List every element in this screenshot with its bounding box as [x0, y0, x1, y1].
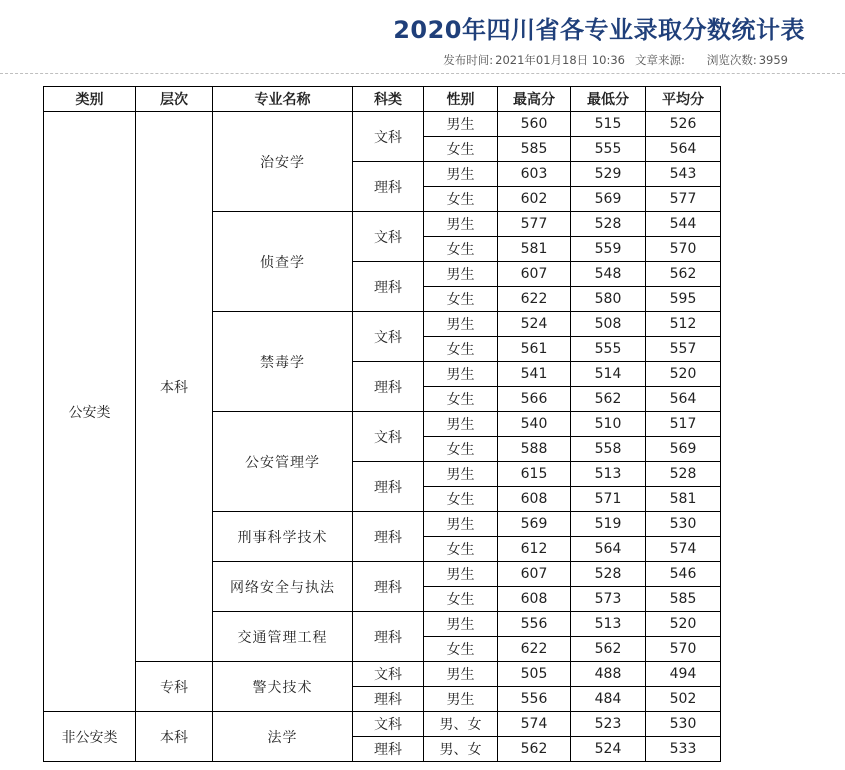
- subject-cell: 理科: [353, 612, 424, 662]
- subject-cell: 理科: [353, 362, 424, 412]
- max-score-cell: 612: [498, 537, 571, 562]
- avg-score-cell: 544: [646, 212, 721, 237]
- avg-score-cell: 581: [646, 487, 721, 512]
- subject-cell: 理科: [353, 462, 424, 512]
- level-cell: 本科: [136, 112, 213, 662]
- min-score-cell: 488: [571, 662, 646, 687]
- table-header-row: [44, 87, 721, 112]
- gender-cell: 男生: [424, 612, 498, 637]
- column-header: 平均分: [646, 87, 721, 112]
- gender-cell: 男生: [424, 212, 498, 237]
- gender-cell: 男生: [424, 362, 498, 387]
- gender-cell: 男生: [424, 162, 498, 187]
- table-body: [44, 112, 721, 762]
- gender-cell: 女生: [424, 537, 498, 562]
- max-score-cell: 608: [498, 487, 571, 512]
- gender-cell: 男生: [424, 412, 498, 437]
- max-score-cell: 585: [498, 137, 571, 162]
- gender-cell: 女生: [424, 637, 498, 662]
- avg-score-cell: 528: [646, 462, 721, 487]
- max-score-cell: 581: [498, 237, 571, 262]
- min-score-cell: 529: [571, 162, 646, 187]
- column-header: 性别: [424, 87, 498, 112]
- min-score-cell: 559: [571, 237, 646, 262]
- column-header: 类别: [44, 87, 136, 112]
- gender-cell: 女生: [424, 487, 498, 512]
- max-score-cell: 562: [498, 737, 571, 762]
- gender-cell: 女生: [424, 187, 498, 212]
- gender-cell: 男、女: [424, 712, 498, 737]
- max-score-cell: 556: [498, 612, 571, 637]
- min-score-cell: 524: [571, 737, 646, 762]
- min-score-cell: 514: [571, 362, 646, 387]
- avg-score-cell: 564: [646, 387, 721, 412]
- avg-score-cell: 557: [646, 337, 721, 362]
- min-score-cell: 548: [571, 262, 646, 287]
- min-score-cell: 562: [571, 637, 646, 662]
- max-score-cell: 556: [498, 687, 571, 712]
- column-header: 最低分: [571, 87, 646, 112]
- max-score-cell: 622: [498, 637, 571, 662]
- publish-time: 2021年01月18日 10:36: [495, 53, 625, 67]
- avg-score-cell: 502: [646, 687, 721, 712]
- major-cell: 网络安全与执法: [213, 562, 353, 612]
- avg-score-cell: 520: [646, 612, 721, 637]
- max-score-cell: 569: [498, 512, 571, 537]
- subject-cell: 文科: [353, 112, 424, 162]
- article-meta: [0, 52, 788, 68]
- avg-score-cell: 530: [646, 712, 721, 737]
- avg-score-cell: 564: [646, 137, 721, 162]
- max-score-cell: 607: [498, 562, 571, 587]
- avg-score-cell: 517: [646, 412, 721, 437]
- min-score-cell: 571: [571, 487, 646, 512]
- category-cell: 非公安类: [44, 712, 136, 762]
- subject-cell: 理科: [353, 737, 424, 762]
- level-cell: 专科: [136, 662, 213, 712]
- avg-score-cell: 546: [646, 562, 721, 587]
- gender-cell: 男、女: [424, 737, 498, 762]
- publish-label: 发布时间:: [443, 53, 494, 67]
- avg-score-cell: 533: [646, 737, 721, 762]
- min-score-cell: 580: [571, 287, 646, 312]
- table-row: [44, 112, 721, 137]
- min-score-cell: 508: [571, 312, 646, 337]
- gender-cell: 女生: [424, 437, 498, 462]
- source-label: 文章来源:: [634, 53, 685, 67]
- column-header: 层次: [136, 87, 213, 112]
- views-count: 3959: [758, 53, 788, 67]
- gender-cell: 女生: [424, 387, 498, 412]
- min-score-cell: 519: [571, 512, 646, 537]
- max-score-cell: 566: [498, 387, 571, 412]
- admission-score-table: [43, 86, 721, 762]
- gender-cell: 男生: [424, 662, 498, 687]
- page-title: 2020年四川省各专业录取分数统计表: [393, 16, 805, 44]
- subject-cell: 文科: [353, 662, 424, 687]
- max-score-cell: 622: [498, 287, 571, 312]
- views-label: 浏览次数:: [706, 53, 757, 67]
- major-cell: 警犬技术: [213, 662, 353, 712]
- max-score-cell: 524: [498, 312, 571, 337]
- max-score-cell: 588: [498, 437, 571, 462]
- gender-cell: 女生: [424, 337, 498, 362]
- max-score-cell: 615: [498, 462, 571, 487]
- category-cell: 公安类: [44, 112, 136, 712]
- gender-cell: 男生: [424, 312, 498, 337]
- column-header: 科类: [353, 87, 424, 112]
- min-score-cell: 513: [571, 462, 646, 487]
- max-score-cell: 574: [498, 712, 571, 737]
- min-score-cell: 484: [571, 687, 646, 712]
- max-score-cell: 561: [498, 337, 571, 362]
- major-cell: 刑事科学技术: [213, 512, 353, 562]
- table-row: [44, 712, 721, 737]
- subject-cell: 理科: [353, 562, 424, 612]
- min-score-cell: 555: [571, 337, 646, 362]
- avg-score-cell: 570: [646, 237, 721, 262]
- major-cell: 交通管理工程: [213, 612, 353, 662]
- avg-score-cell: 526: [646, 112, 721, 137]
- max-score-cell: 540: [498, 412, 571, 437]
- min-score-cell: 515: [571, 112, 646, 137]
- subject-cell: 文科: [353, 212, 424, 262]
- avg-score-cell: 595: [646, 287, 721, 312]
- subject-cell: 理科: [353, 687, 424, 712]
- subject-cell: 理科: [353, 512, 424, 562]
- avg-score-cell: 530: [646, 512, 721, 537]
- max-score-cell: 577: [498, 212, 571, 237]
- min-score-cell: 528: [571, 212, 646, 237]
- avg-score-cell: 494: [646, 662, 721, 687]
- min-score-cell: 523: [571, 712, 646, 737]
- min-score-cell: 528: [571, 562, 646, 587]
- gender-cell: 女生: [424, 287, 498, 312]
- avg-score-cell: 577: [646, 187, 721, 212]
- max-score-cell: 541: [498, 362, 571, 387]
- gender-cell: 男生: [424, 562, 498, 587]
- major-cell: 禁毒学: [213, 312, 353, 412]
- avg-score-cell: 520: [646, 362, 721, 387]
- avg-score-cell: 585: [646, 587, 721, 612]
- gender-cell: 男生: [424, 687, 498, 712]
- gender-cell: 男生: [424, 262, 498, 287]
- level-cell: 本科: [136, 712, 213, 762]
- avg-score-cell: 569: [646, 437, 721, 462]
- major-cell: 公安管理学: [213, 412, 353, 512]
- gender-cell: 男生: [424, 512, 498, 537]
- major-cell: 法学: [213, 712, 353, 762]
- header-divider: [0, 73, 845, 74]
- max-score-cell: 608: [498, 587, 571, 612]
- subject-cell: 文科: [353, 312, 424, 362]
- gender-cell: 女生: [424, 237, 498, 262]
- major-cell: 治安学: [213, 112, 353, 212]
- gender-cell: 男生: [424, 112, 498, 137]
- avg-score-cell: 562: [646, 262, 721, 287]
- min-score-cell: 562: [571, 387, 646, 412]
- max-score-cell: 505: [498, 662, 571, 687]
- max-score-cell: 603: [498, 162, 571, 187]
- avg-score-cell: 543: [646, 162, 721, 187]
- min-score-cell: 558: [571, 437, 646, 462]
- avg-score-cell: 574: [646, 537, 721, 562]
- min-score-cell: 510: [571, 412, 646, 437]
- subject-cell: 文科: [353, 412, 424, 462]
- column-header: 最高分: [498, 87, 571, 112]
- max-score-cell: 560: [498, 112, 571, 137]
- subject-cell: 文科: [353, 712, 424, 737]
- subject-cell: 理科: [353, 162, 424, 212]
- avg-score-cell: 570: [646, 637, 721, 662]
- avg-score-cell: 512: [646, 312, 721, 337]
- max-score-cell: 607: [498, 262, 571, 287]
- min-score-cell: 555: [571, 137, 646, 162]
- subject-cell: 理科: [353, 262, 424, 312]
- gender-cell: 女生: [424, 137, 498, 162]
- table-row: [44, 662, 721, 687]
- min-score-cell: 513: [571, 612, 646, 637]
- gender-cell: 男生: [424, 462, 498, 487]
- gender-cell: 女生: [424, 587, 498, 612]
- column-header: 专业名称: [213, 87, 353, 112]
- min-score-cell: 573: [571, 587, 646, 612]
- min-score-cell: 569: [571, 187, 646, 212]
- min-score-cell: 564: [571, 537, 646, 562]
- max-score-cell: 602: [498, 187, 571, 212]
- major-cell: 侦查学: [213, 212, 353, 312]
